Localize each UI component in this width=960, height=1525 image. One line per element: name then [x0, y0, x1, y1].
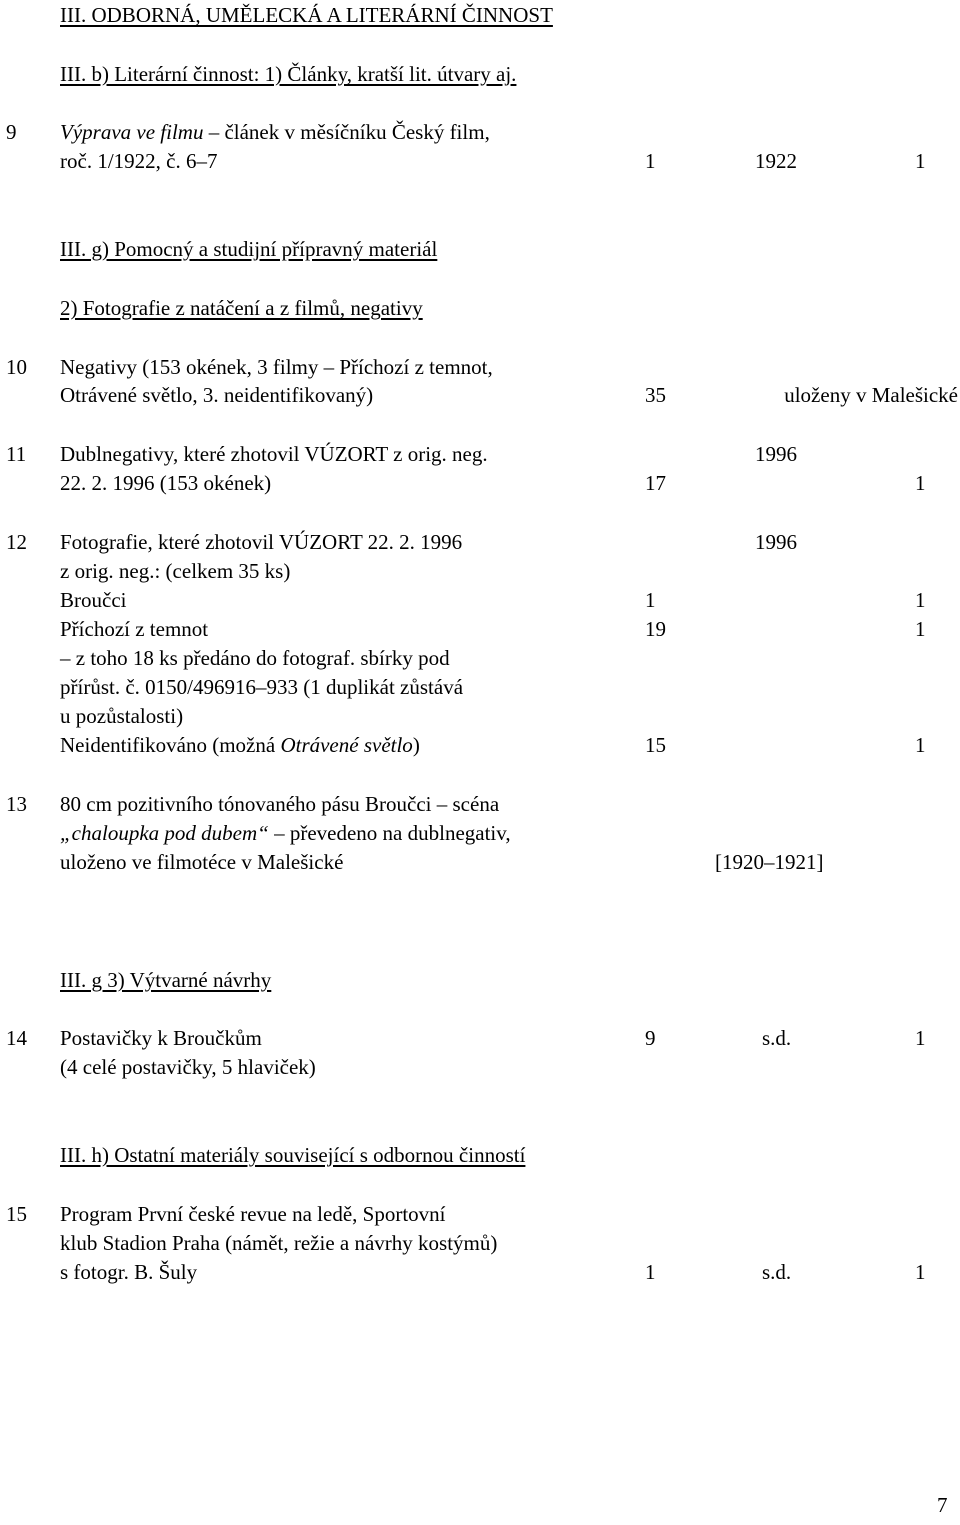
entry-15-line-2: klub Stadion Praha (námět, režie a návrhy kostýmů)	[60, 1231, 498, 1255]
entry-9-box: 1	[915, 149, 926, 173]
entry-12-line-8	[60, 731, 420, 760]
entry-10-count: 35	[645, 383, 666, 407]
subsection-g-heading: III. g) Pomocný a studijní přípravný materiál	[60, 237, 438, 261]
entry-9-title: Výprava ve filmu	[60, 120, 204, 144]
entry-13-date: [1920–1921]	[715, 850, 824, 874]
subsection-g2-heading: 2) Fotografie z natáčení a z filmů, negativy	[60, 296, 423, 320]
entry-12-line-4: Příchozí z temnot	[60, 617, 209, 641]
entry-14-number: 14	[6, 1026, 27, 1050]
entry-15-box: 1	[915, 1260, 926, 1284]
entry-9-line-1	[60, 118, 490, 147]
entry-14-box: 1	[915, 1026, 926, 1050]
entry-9-number: 9	[6, 120, 17, 144]
subsection-b-heading: III. b) Literární činnost: 1) Články, kratší lit. útvary aj.	[60, 62, 517, 86]
entry-10-note: uloženy v Malešické	[784, 383, 958, 407]
entry-12-line-8-post: )	[412, 733, 420, 757]
entry-12-line-5: – z toho 18 ks předáno do fotograf. sbírky pod	[60, 646, 450, 670]
entry-11-box: 1	[915, 471, 926, 495]
entry-12-line-8-pre: Neidentifikováno (možná	[60, 733, 281, 757]
entry-12-line-4-box: 1	[915, 617, 926, 641]
entry-12-date: 1996	[755, 530, 797, 554]
page-number: 7	[937, 1493, 948, 1517]
entry-12-line-1: Fotografie, které zhotovil VÚZORT 22. 2. 1996	[60, 530, 463, 554]
entry-15-count: 1	[645, 1260, 656, 1284]
entry-11-line-2: 22. 2. 1996 (153 okének)	[60, 471, 272, 495]
entry-15-line-1: Program První české revue na ledě, Sportovní	[60, 1202, 446, 1226]
entry-13-number: 13	[6, 792, 27, 816]
entry-11-number: 11	[6, 442, 27, 466]
entry-12-line-2: z orig. neg.: (celkem 35 ks)	[60, 559, 291, 583]
subsection-g3-heading: III. g 3) Výtvarné návrhy	[60, 968, 272, 992]
subsection-h-heading: III. h) Ostatní materiály související s odbornou činností	[60, 1143, 526, 1167]
entry-12-line-8-italic: Otrávené světlo	[280, 733, 413, 757]
entry-14-line-1: Postavičky k Broučkům	[60, 1026, 262, 1050]
entry-14-line-2: (4 celé postavičky, 5 hlaviček)	[60, 1055, 316, 1079]
entry-9-line-2: roč. 1/1922, č. 6–7	[60, 149, 218, 173]
entry-9-date: 1922	[755, 149, 797, 173]
entry-9-count: 1	[645, 149, 656, 173]
entry-10-line-2: Otrávené světlo, 3. neidentifikovaný)	[60, 383, 374, 407]
entry-13-line-1: 80 cm pozitivního tónovaného pásu Broučci – scéna	[60, 792, 500, 816]
entry-13-line-2-italic: „chaloupka pod dubem“	[60, 821, 269, 845]
entry-10-number: 10	[6, 355, 27, 379]
entry-9-line-1-rest: – článek v měsíčníku Český film,	[203, 120, 490, 144]
entry-12-number: 12	[6, 530, 27, 554]
entry-13-line-3: uloženo ve filmotéce v Malešické	[60, 850, 344, 874]
entry-13-line-2-rest: – převedeno na dublnegativ,	[268, 821, 511, 845]
entry-12-line-4-count: 19	[645, 617, 666, 641]
entry-14-count: 9	[645, 1026, 656, 1050]
entry-11-date: 1996	[755, 442, 797, 466]
entry-14-date: s.d.	[762, 1026, 792, 1050]
entry-12-line-3-count: 1	[645, 588, 656, 612]
entry-12-line-3-box: 1	[915, 588, 926, 612]
entry-11-count: 17	[645, 471, 666, 495]
entry-15-date: s.d.	[762, 1260, 792, 1284]
entry-12-line-8-box: 1	[915, 733, 926, 757]
entry-12-line-6: přírůst. č. 0150/496916–933 (1 duplikát zůstává	[60, 675, 464, 699]
entry-15-number: 15	[6, 1202, 27, 1226]
entry-10-line-1: Negativy (153 okének, 3 filmy – Příchozí z temnot,	[60, 355, 493, 379]
section-title: III. ODBORNÁ, UMĚLECKÁ A LITERÁRNÍ ČINNOST	[60, 3, 553, 27]
entry-11-line-1: Dublnegativy, které zhotovil VÚZORT z orig. neg.	[60, 442, 488, 466]
entry-13-line-2	[60, 819, 511, 848]
entry-12-line-3: Broučci	[60, 588, 127, 612]
entry-12-line-8-count: 15	[645, 733, 666, 757]
entry-15-line-3: s fotogr. B. Šuly	[60, 1260, 198, 1284]
entry-12-line-7: u pozůstalosti)	[60, 704, 184, 728]
